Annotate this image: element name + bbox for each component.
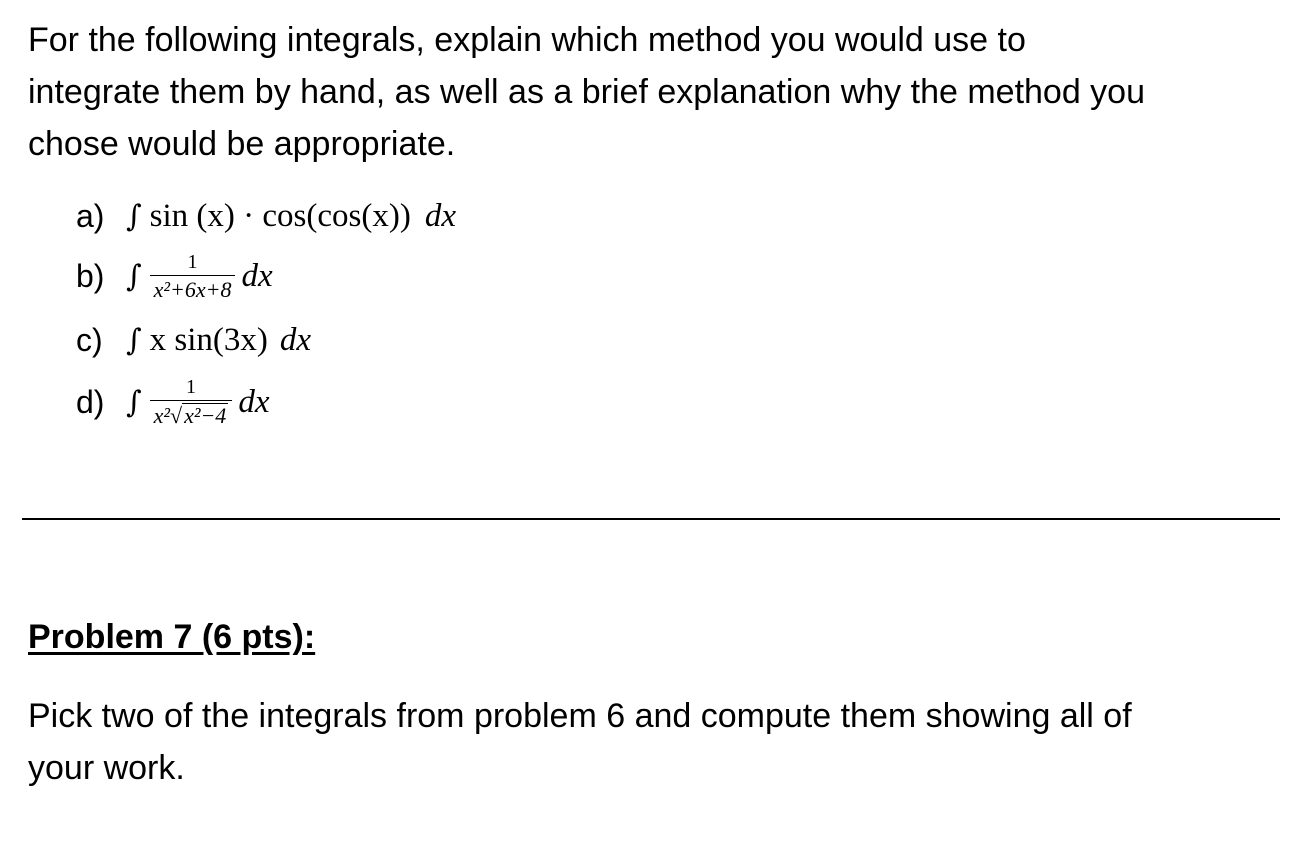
integral-sign: ∫	[126, 198, 142, 234]
numerator: 1	[185, 376, 196, 398]
item-letter: a)	[76, 197, 105, 234]
problem-6-instructions	[28, 14, 1278, 170]
integrand: sin (x) · cos(cos(x))	[149, 197, 411, 234]
intro-line: integrate them by hand, as well as a brief explanation why the method you	[28, 73, 1146, 111]
integral-expression	[126, 322, 311, 359]
radicand: x²−4	[184, 403, 227, 428]
denominator-prefix: x²	[153, 403, 171, 428]
denominator	[150, 400, 233, 428]
fraction	[150, 251, 236, 302]
integral-expression	[126, 251, 273, 302]
problem-7-title: Problem 7 (6 pts):	[28, 618, 316, 656]
integral-item-b	[76, 246, 273, 306]
problem-7-line: your work.	[28, 749, 185, 787]
item-letter: b)	[76, 257, 105, 294]
integral-item-c	[76, 310, 311, 370]
fraction	[150, 376, 233, 428]
integrand: x sin(3x)	[149, 321, 268, 358]
integral-expression	[126, 376, 269, 428]
intro-line: chose would be appropriate.	[28, 125, 456, 163]
section-divider	[22, 518, 1280, 520]
differential: dx	[424, 197, 456, 234]
numerator: 1	[187, 250, 198, 273]
integral-item-a	[76, 186, 456, 246]
denominator: x²+6x+8	[150, 275, 236, 302]
item-letter: c)	[76, 321, 103, 358]
integral-expression	[126, 198, 456, 235]
square-root-sign: √	[170, 403, 183, 428]
integral-sign: ∫	[126, 258, 142, 294]
differential: dx	[279, 321, 312, 358]
integral-sign: ∫	[126, 384, 142, 420]
differential: dx	[241, 257, 273, 294]
differential: dx	[238, 383, 270, 420]
problem-7-body	[28, 690, 1278, 794]
problem-7-line: Pick two of the integrals from problem 6 and compute them showing all of	[28, 697, 1132, 735]
integral-item-d	[76, 372, 269, 432]
intro-line: For the following integrals, explain which method you would use to	[28, 21, 1026, 59]
integral-sign: ∫	[126, 322, 142, 358]
item-letter: d)	[76, 383, 105, 420]
